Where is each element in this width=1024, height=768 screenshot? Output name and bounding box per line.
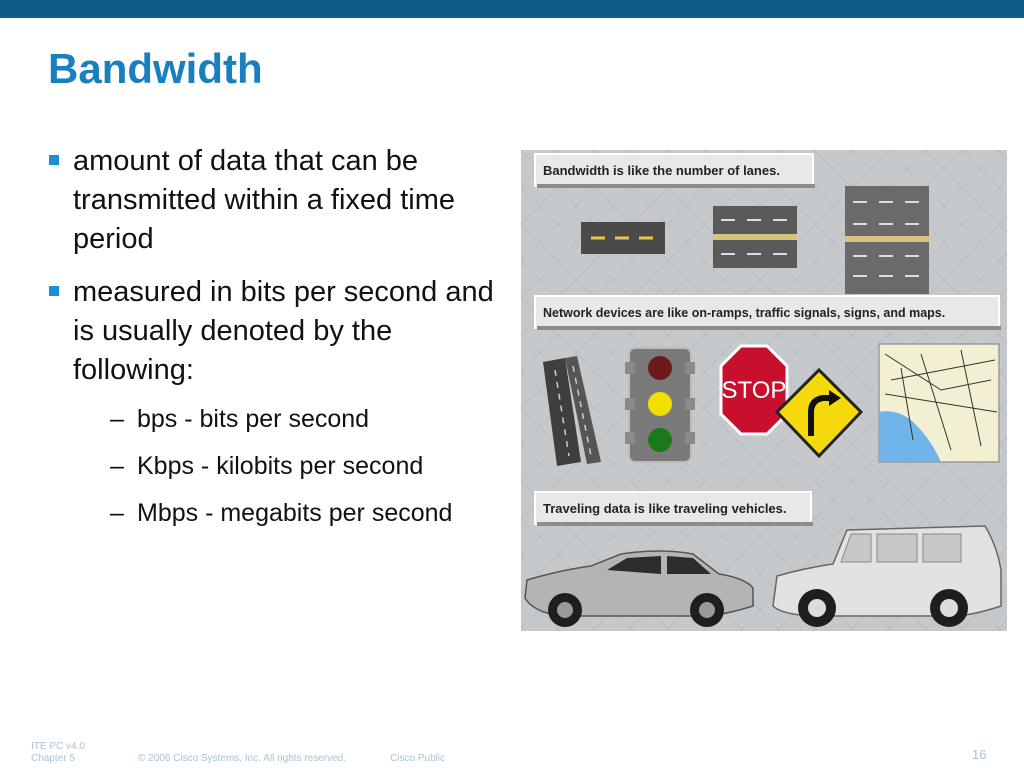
caption-devices-box xyxy=(535,296,1001,330)
two-lane-road xyxy=(713,206,797,268)
caption-lanes-text: Bandwidth is like the number of lanes. xyxy=(543,163,780,178)
page-number: 16 xyxy=(972,747,987,762)
stop-sign-text: STOP xyxy=(721,377,787,404)
sub-bullet-item xyxy=(48,404,508,434)
sub-bullet-text: Mbps - megabits per second xyxy=(137,499,453,527)
bullet-text: amount of data that can be transmitted within a fixed time period xyxy=(73,145,455,255)
bandwidth-analogy-figure xyxy=(521,150,1007,631)
slide-title: Bandwidth xyxy=(48,45,263,92)
caption-vehicles-box xyxy=(535,492,813,526)
four-lane-road xyxy=(845,186,929,294)
dash-bullet: – xyxy=(110,499,124,527)
dash-bullet: – xyxy=(110,452,124,480)
caption-lanes-box xyxy=(535,154,815,188)
caption-devices-text: Network devices are like on-ramps, traffic signals, signs, and maps. xyxy=(543,306,946,320)
footer-course: ITE PC v4.0 xyxy=(31,741,85,752)
sub-bullet-text: bps - bits per second xyxy=(137,405,370,433)
slide-content xyxy=(48,142,508,545)
map-icon xyxy=(879,344,999,462)
square-bullet-icon xyxy=(49,286,59,296)
dash-bullet: – xyxy=(110,405,124,433)
footer-chapter: Chapter 5 xyxy=(31,753,75,764)
bullet-text: measured in bits per second and is usually denoted by the following: xyxy=(73,276,494,386)
bullet-item xyxy=(48,142,508,259)
sub-bullet-text: Kbps - kilobits per second xyxy=(137,452,424,480)
stop-sign-icon xyxy=(721,346,787,434)
one-lane-road xyxy=(581,222,665,254)
top-banner xyxy=(0,0,1024,18)
footer-copyright: © 2006 Cisco Systems, Inc. All rights reserved. xyxy=(138,753,347,764)
bullet-item xyxy=(48,273,508,390)
footer-classification: Cisco Public xyxy=(390,753,446,764)
sub-bullet-item xyxy=(48,498,508,528)
square-bullet-icon xyxy=(49,155,59,165)
caption-vehicles-text: Traveling data is like traveling vehicles. xyxy=(543,501,787,516)
traffic-light-icon xyxy=(625,348,695,462)
sub-bullet-item xyxy=(48,451,508,481)
